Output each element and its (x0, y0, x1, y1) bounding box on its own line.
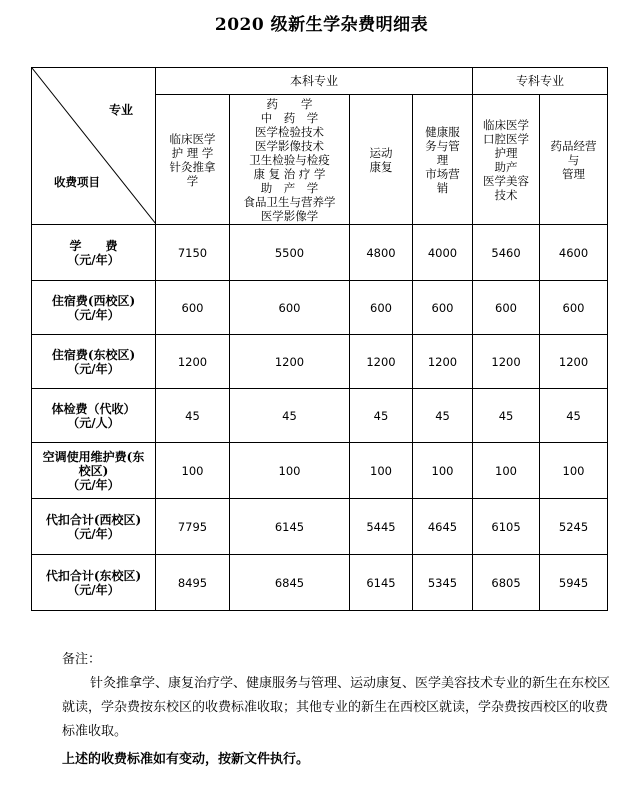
fee-item-line: 体检费（代收） (51, 401, 136, 416)
major-line: 康复 (369, 159, 393, 174)
fee-value-cell: 45 (156, 389, 230, 443)
notes-final: 上述的收费标准如有变动，按新文件执行。 (62, 752, 310, 767)
fee-item-line: （元/年） (67, 526, 120, 541)
fee-value-cell: 1200 (473, 335, 540, 389)
fee-value-cell: 6145 (230, 499, 350, 555)
major-line: 药 学 (266, 96, 313, 111)
major-line: 助 产 学 (260, 180, 319, 195)
major-header-cell (350, 95, 413, 225)
major-line: 医学检验技术 (255, 124, 324, 139)
fee-value-cell: 4000 (413, 225, 473, 281)
major-header-cell (540, 95, 608, 225)
fee-value-cell: 5245 (540, 499, 608, 555)
table-row (32, 225, 608, 281)
fee-value-cell: 4600 (540, 225, 608, 281)
major-line: 中 药 学 (260, 110, 319, 125)
notes-heading: 备注： (62, 652, 102, 667)
fee-item-line: 住宿费(西校区) (51, 293, 136, 308)
fee-item-line: （元/年） (67, 361, 120, 376)
fee-value-cell: 100 (230, 443, 350, 499)
fee-item-label (32, 555, 156, 611)
fee-value-cell: 100 (156, 443, 230, 499)
major-line: 医学影像技术 (255, 138, 324, 153)
fee-item-label (32, 335, 156, 389)
fee-item-label (32, 499, 156, 555)
fee-item-line: 代扣合计(西校区) (45, 512, 142, 527)
fee-value-cell: 6805 (473, 555, 540, 611)
fee-value-cell: 1200 (413, 335, 473, 389)
major-line: 市场营 (425, 166, 460, 181)
major-line: 学 (186, 173, 199, 188)
table-row (32, 499, 608, 555)
fee-value-cell: 1200 (540, 335, 608, 389)
major-line: 健康服 (425, 124, 460, 139)
major-line: 运动 (369, 145, 393, 160)
fee-value-cell: 45 (540, 389, 608, 443)
fee-item-line: （元/人） (67, 415, 120, 430)
fee-value-cell: 45 (350, 389, 413, 443)
fee-value-cell: 8495 (156, 555, 230, 611)
major-line: 管理 (562, 166, 586, 181)
fee-value-cell: 100 (413, 443, 473, 499)
fee-item-line: （元/年） (67, 477, 120, 492)
major-line: 护理 (494, 145, 518, 160)
table-row (32, 335, 608, 389)
major-header-cell (413, 95, 473, 225)
major-line: 临床医学 (169, 131, 216, 146)
major-line: 医学美容 (483, 173, 530, 188)
fee-item-line: （元/年） (67, 252, 120, 267)
fee-item-line: 校区) (78, 463, 109, 478)
corner-major-label: 专业 (108, 103, 133, 117)
fee-value-cell: 4645 (413, 499, 473, 555)
major-line: 针灸推拿 (169, 159, 216, 174)
major-header-cell (473, 95, 540, 225)
group-undergrad-header: 本科专业 (156, 68, 473, 95)
fee-value-cell: 45 (473, 389, 540, 443)
fee-item-line: 住宿费(东校区) (51, 347, 136, 362)
fee-value-cell: 5945 (540, 555, 608, 611)
fee-value-cell: 45 (413, 389, 473, 443)
fee-value-cell: 6105 (473, 499, 540, 555)
fee-value-cell: 45 (230, 389, 350, 443)
major-line: 销 (436, 180, 449, 195)
page-title: 2020 级新生学杂费明细表 (214, 15, 429, 35)
major-line: 卫生检验与检疫 (249, 152, 330, 167)
major-line: 康 复 治 疗 学 (253, 166, 326, 181)
fee-item-label (32, 389, 156, 443)
fee-value-cell: 1200 (156, 335, 230, 389)
fee-value-cell: 5500 (230, 225, 350, 281)
major-line: 口腔医学 (483, 131, 530, 146)
fee-value-cell: 600 (350, 281, 413, 335)
fee-value-cell: 600 (156, 281, 230, 335)
fee-value-cell: 100 (540, 443, 608, 499)
notes-section (62, 648, 610, 772)
major-line: 药品经营 (550, 138, 597, 153)
diagonal-line (32, 68, 156, 224)
major-line: 与 (567, 152, 580, 167)
fee-item-line: 代扣合计(东校区) (45, 568, 142, 583)
fee-item-label (32, 443, 156, 499)
major-line: 理 (436, 152, 449, 167)
notes-body: 针灸推拿学、康复治疗学、健康服务与管理、运动康复、医学美容技术专业的新生在东校区就读，学杂费按东校区的收费标准收取；其他专业的新生在西校区就读，学杂费按西校区的收费标准收取。 (62, 676, 611, 739)
fee-value-cell: 100 (473, 443, 540, 499)
fee-table (31, 67, 608, 611)
fee-item-label (32, 225, 156, 281)
fee-item-line: 空调使用维护费(东 (42, 449, 145, 464)
major-line: 临床医学 (483, 117, 530, 132)
fee-value-cell: 7150 (156, 225, 230, 281)
major-header-cell (230, 95, 350, 225)
fee-value-cell: 1200 (350, 335, 413, 389)
major-line: 助产 (494, 159, 518, 174)
fee-value-cell: 4800 (350, 225, 413, 281)
table-row (32, 443, 608, 499)
fee-value-cell: 6845 (230, 555, 350, 611)
fee-value-cell: 600 (473, 281, 540, 335)
fee-value-cell: 7795 (156, 499, 230, 555)
fee-value-cell: 5445 (350, 499, 413, 555)
fee-value-cell: 5345 (413, 555, 473, 611)
fee-value-cell: 600 (413, 281, 473, 335)
table-row (32, 281, 608, 335)
table-row (32, 555, 608, 611)
fee-item-line: 学 费 (69, 238, 118, 253)
major-line: 医学影像学 (260, 208, 319, 223)
table-row (32, 389, 608, 443)
corner-item-label: 收费项目 (54, 175, 100, 189)
fee-value-cell: 5460 (473, 225, 540, 281)
major-line: 护 理 学 (171, 145, 214, 160)
major-header-cell (156, 95, 230, 225)
fee-value-cell: 1200 (230, 335, 350, 389)
group-college-header: 专科专业 (473, 68, 608, 95)
corner-header-cell (32, 68, 156, 225)
fee-value-cell: 600 (230, 281, 350, 335)
major-line: 食品卫生与营养学 (243, 194, 336, 209)
fee-value-cell: 600 (540, 281, 608, 335)
fee-item-line: （元/年） (67, 307, 120, 322)
major-line: 技术 (494, 187, 518, 202)
fee-value-cell: 6145 (350, 555, 413, 611)
fee-value-cell: 100 (350, 443, 413, 499)
fee-item-line: （元/年） (67, 582, 120, 597)
fee-item-label (32, 281, 156, 335)
major-line: 务与管 (425, 138, 460, 153)
